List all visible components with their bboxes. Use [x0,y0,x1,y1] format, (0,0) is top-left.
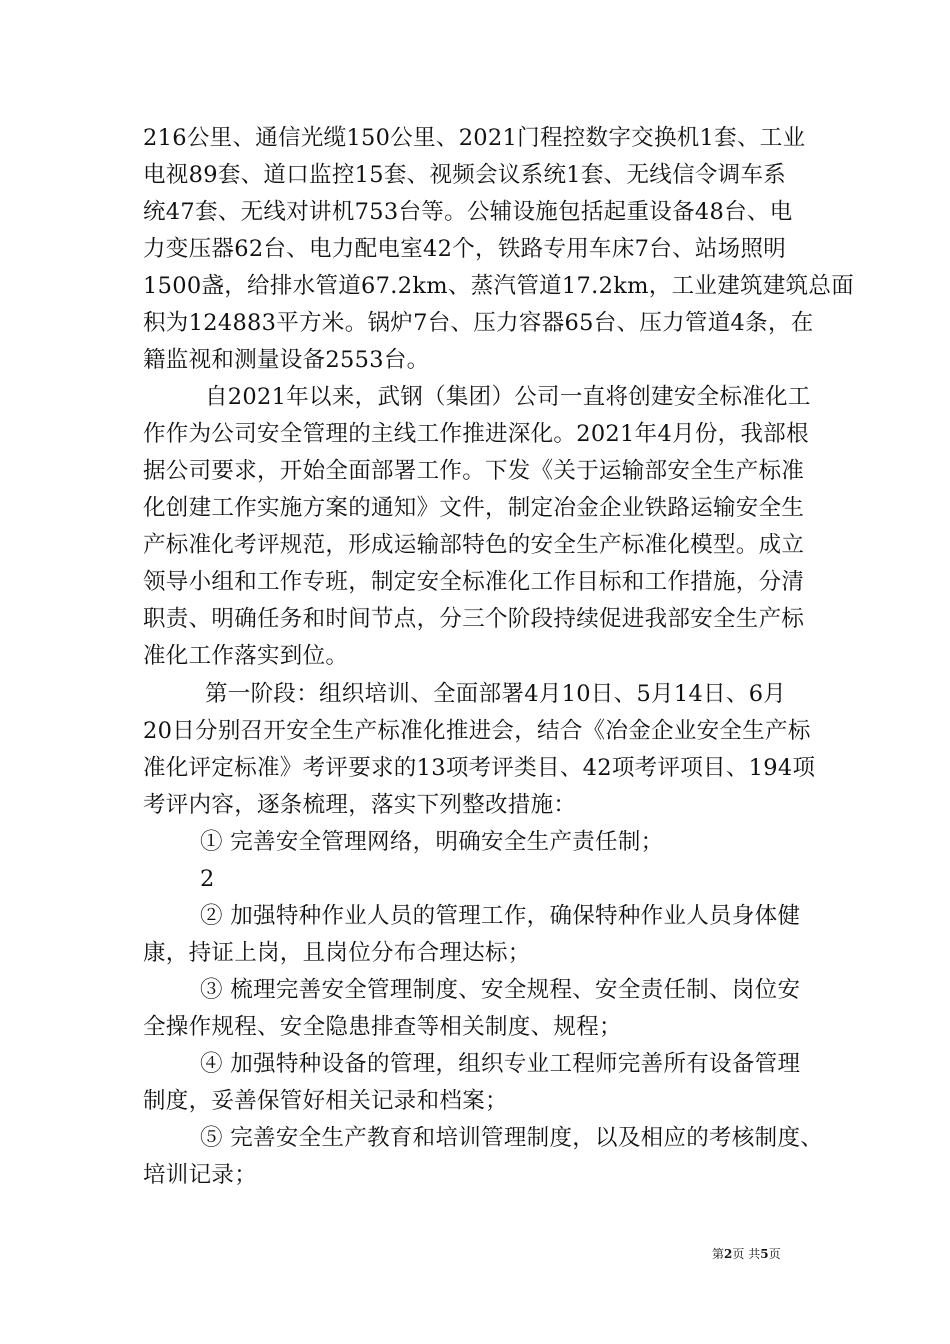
text-line: 20日分别召开安全生产标准化推进会，结合《冶金企业安全生产标 [143,718,811,744]
text-line: ② 加强特种作业人员的管理工作，确保特种作业人员身体健 [200,903,801,929]
text-line: 1500盏，给排水管道67.2km、蒸汽管道17.2km，工业建筑建筑总面 [143,273,854,299]
text-line: 培训记录； [143,1162,258,1188]
text-line: 康，持证上岗，且岗位分布合理达标； [143,940,531,966]
text-line: 产标准化考评规范，形成运输部特色的安全生产标准化模型。成立 [143,532,805,558]
text-line: ④ 加强特种设备的管理，组织专业工程师完善所有设备管理 [200,1051,801,1077]
footer-middle: 页 共 [732,1247,761,1261]
text-line: 据公司要求，开始全面部署工作。下发《关于运输部安全生产标准 [143,458,805,484]
text-line: 电视89套、道口监控15套、视频会议系统1套、无线信令调车系 [143,162,787,188]
text-line: ③ 梳理完善安全管理制度、安全规程、安全责任制、岗位安 [200,977,801,1003]
total-page-number: 5 [760,1247,769,1261]
text-line: 自2021年以来，武钢（集团）公司一直将创建安全标准化工 [205,384,811,410]
text-line: 216公里、通信光缆150公里、2021门程控数字交换机1套、工业 [143,125,806,151]
text-line: ⑤ 完善安全生产教育和培训管理制度，以及相应的考核制度、 [200,1125,824,1151]
text-line: 第一阶段：组织培训、全面部署4月10日、5月14日、6月 [205,681,787,707]
footer-prefix: 第 [712,1247,725,1261]
text-line: 2 [200,866,215,892]
text-line: 统47套、无线对讲机753台等。公辅设施包括起重设备48台、电 [143,199,793,225]
current-page-number: 2 [724,1247,733,1261]
text-line: 准化评定标准》考评要求的13项考评类目、42项考评项目、194项 [143,755,816,781]
text-line: 领导小组和工作专班，制定安全标准化工作目标和工作措施，分清 [143,569,805,595]
page-number-footer [712,1246,781,1262]
text-line: 作作为公司安全管理的主线工作推进深化。2021年4月份，我部根 [143,421,809,447]
footer-suffix: 页 [768,1247,781,1261]
text-line: 全操作规程、安全隐患排查等相关制度、规程； [143,1014,622,1040]
text-line: 化创建工作实施方案的通知》文件，制定冶金企业铁路运输安全生 [143,495,805,521]
text-line: 力变压器62台、电力配电室42个，铁路专用车床7台、站场照明 [143,236,787,262]
text-line: ① 完善安全管理网络，明确安全生产责任制； [200,829,664,855]
text-line: 籍监视和测量设备2553台。 [143,347,430,373]
text-line: 考评内容，逐条梳理，落实下列整改措施： [143,792,577,818]
text-line: 制度，妥善保管好相关记录和档案； [143,1088,508,1114]
text-line: 职责、明确任务和时间节点，分三个阶段持续促进我部安全生产标 [143,606,805,632]
text-line: 准化工作落实到位。 [143,643,349,669]
text-line: 积为124883平方米。锅炉7台、压力容器65台、压力管道4条，在 [143,310,814,336]
